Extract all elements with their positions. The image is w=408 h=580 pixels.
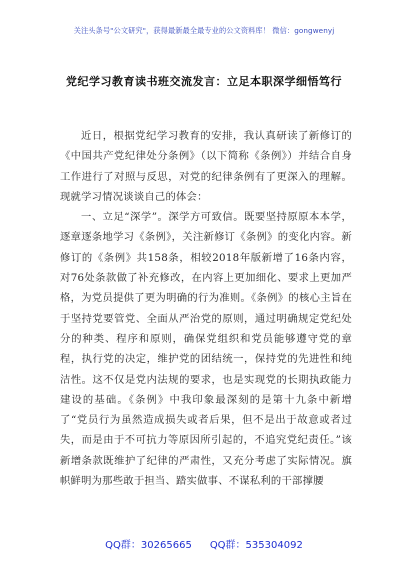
qq-group-1: QQ群：30265665 bbox=[105, 540, 192, 551]
document-title: 党纪学习教育读书班交流发言：立足本职深学细悟笃行 bbox=[66, 75, 342, 88]
source-notice-header: 关注头条号"公文研究"，获得最新最全最专业的公文资料库！ 微信：gongwenyj bbox=[73, 26, 335, 35]
qq-group-2: QQ群：535304092 bbox=[209, 540, 303, 551]
document-body bbox=[60, 126, 352, 491]
section-one-paragraph: 一、立足“深学”。深学方可致信。既要坚持原原本本学，逐章逐条地学习《条例》，关注新修订《条例》的变化内容。新修订的《条例》共158条，相较2018年版新增了16条内容，对76处条款做了补充修改，在内容上更加细化、要求上更加严格，为党员提供了更为明确的行为准则。《条例》的核心主旨在于坚持党要管党、全面从严治党的原则，通过明确规定党纪处分的种类、程序和原则，确保党组织和党员能够遵守党的章程，执行党的决定，维护党的团结统一，保持党的先进性和纯洁性。这不仅是党内法规的要求，也是实现党的长期执政能力建设的基础。《条例》中我印象最深刻的是第十九条中新增了“党员行为虽然造成损失或者后果，但不是出于故意或者过失，而是由于不可抗力等原因所引起的，不追究党纪责任。”该新增条款既维护了纪律的严肃性，又充分考虑了实际情况。旗帜鲜明为那些敢于担当、踏实做事、不谋私利的干部撑腰 bbox=[60, 211, 352, 488]
intro-paragraph: 近日，根据党纪学习教育的安排，我认真研读了新修订的《中国共产党纪律处分条例》（以下简称《条例》）并结合自身工作进行了对照与反思，对党的纪律条例有了更深入的理解。现就学习情况谈谈自己的体会： bbox=[60, 130, 352, 203]
qq-group-footer bbox=[0, 536, 408, 551]
